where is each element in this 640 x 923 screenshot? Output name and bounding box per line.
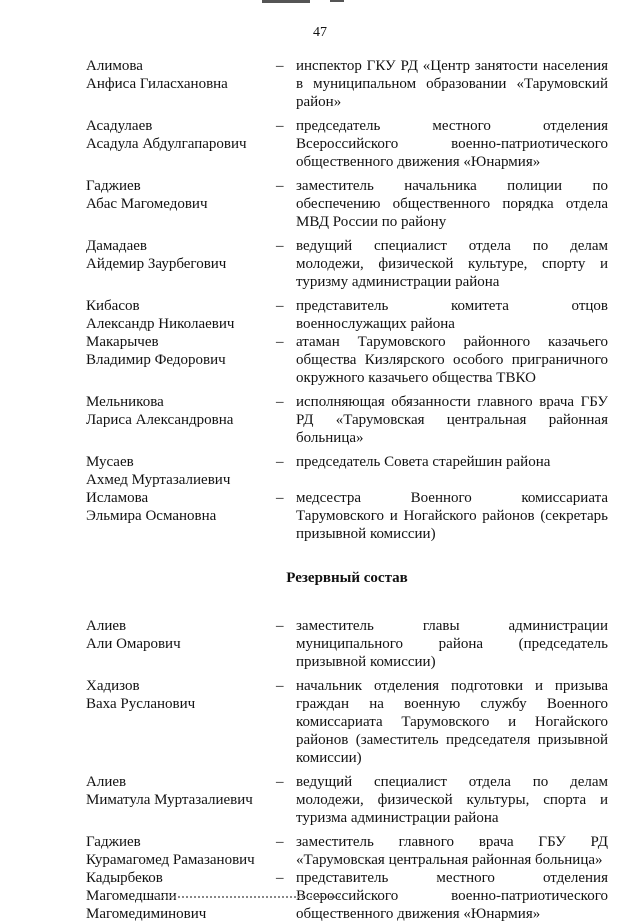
member-role [296,237,608,291]
member-role [296,869,608,923]
member-role-line: заместитель главы администрации [296,618,608,634]
member-role-line: призывной комиссии) [296,526,436,542]
dash-separator: – [276,870,284,886]
dash-separator: – [276,58,284,74]
member-role-line: ведущий специалист отдела по делам [296,238,608,254]
member-name [86,677,276,767]
member-name-line: Асадулаев [86,118,153,134]
scan-mark-bottom [150,896,340,900]
member-name-line: Ахмед Муртазалиевич [86,472,231,488]
member-name-line: Алиев [86,618,127,634]
member-role [296,773,608,827]
member-name-line: Кадырбеков [86,870,163,886]
member-role-line: молодежи, физической культуры, спорта и [296,792,608,808]
member-entry [86,489,608,543]
member-name-line: Кибасов [86,298,140,314]
member-entry [86,297,608,333]
dash-separator: – [276,834,284,850]
member-name [86,237,276,291]
member-role [296,117,608,171]
scan-mark-top [262,0,310,3]
member-name-line: Дамадаев [86,238,147,254]
member-role-line: председатель Совета старейшин района [296,454,551,470]
member-name-line: Курамагомед Рамазанович [86,852,255,868]
member-name-line: Магомедиминович [86,906,207,922]
dash-separator: – [276,490,284,506]
member-role [296,617,608,671]
member-entry [86,117,608,171]
member-entry [86,453,608,489]
member-role-line: больница» [296,430,364,446]
member-entry [86,237,608,291]
member-role-line: «Тарумовская центральная районная больница» [296,852,603,868]
member-name [86,393,276,447]
member-entry [86,177,608,231]
member-role [296,453,608,489]
member-role-line: Всероссийского военно-патриотического [296,888,608,904]
reserve-section-title: Резервный состав [286,570,408,586]
member-name-line: Лариса Александровна [86,412,234,428]
member-role-line: окружного казачьего общества ТВКО [296,370,536,386]
member-name-line: Магомедшапи [86,888,177,904]
member-name [86,57,276,111]
member-role-line: район» [296,94,342,110]
member-role-line: комиссии) [296,750,362,766]
member-entry [86,393,608,447]
member-role-line: обеспечению общественного порядка отдела [296,196,608,212]
member-role-line: председатель местного отделения [296,118,608,134]
member-role-line: районов (заместитель председателя призывной [296,732,608,748]
member-name [86,117,276,171]
member-name [86,333,276,387]
scan-mark-top [330,0,344,2]
member-name [86,177,276,231]
member-entry [86,773,608,827]
member-role-line: медсестра Военного комиссариата [296,490,608,506]
member-name-line: Ваха Русланович [86,696,196,712]
member-name [86,773,276,827]
member-role [296,677,608,767]
dash-separator: – [276,238,284,254]
member-name-line: Хадизов [86,678,140,694]
member-name-line: Владимир Федорович [86,352,226,368]
page-number: 47 [313,25,327,40]
dash-separator: – [276,454,284,470]
member-entry [86,677,608,767]
member-role-line: в муниципальном образовании «Тарумовский [296,76,608,92]
member-name-line: Гаджиев [86,834,141,850]
member-name-line: Макарычев [86,334,159,350]
member-role [296,489,608,543]
member-role-line: исполняющая обязанности главного врача ГБУ [296,394,608,410]
member-role-line: военнослужащих района [296,316,455,332]
member-name [86,617,276,671]
member-name-line: Мельникова [86,394,164,410]
member-role-line: Тарумовского и Ногайского районов (секретарь [296,508,608,524]
member-role-line: общественного движения «Юнармия» [296,906,541,922]
member-role-line: заместитель начальника полиции по [296,178,608,194]
member-name-line: Али Омарович [86,636,181,652]
dash-separator: – [276,118,284,134]
member-name-line: Мусаев [86,454,134,470]
member-role [296,297,608,333]
member-role-line: граждан на военную службу Военного [296,696,608,712]
reserve-members-list [86,617,608,923]
member-name [86,297,276,333]
dash-separator: – [276,298,284,314]
member-role-line: комиссариата Тарумовского и Ногайского [296,714,608,730]
member-name-line: Эльмира Османовна [86,508,217,524]
member-name-line: Исламова [86,490,149,506]
member-role-line: инспектор ГКУ РД «Центр занятости населения [296,58,608,74]
member-name-line: Абас Магомедович [86,196,208,212]
member-role-line: общества Кизлярского особого приграничного [296,352,608,368]
member-role-line: общественного движения «Юнармия» [296,154,541,170]
member-entry [86,833,608,869]
member-role-line: представитель комитета отцов [296,298,608,314]
member-role-line: РД «Тарумовская центральная районная [296,412,608,428]
dash-separator: – [276,334,284,350]
member-name-line: Алимова [86,58,143,74]
member-role-line: ведущий специалист отдела по делам [296,774,608,790]
member-name-line: Асадула Абдулгапарович [86,136,247,152]
member-name-line: Александр Николаевич [86,316,235,332]
member-name [86,489,276,543]
document-body [86,57,608,923]
dash-separator: – [276,774,284,790]
member-role-line: атаман Тарумовского районного казачьего [296,334,608,350]
member-role [296,333,608,387]
member-role-line: молодежи, физической культуре, спорту и [296,256,608,272]
main-members-list [86,57,608,543]
member-role-line: заместитель главного врача ГБУ РД [296,834,608,850]
member-role-line: Всероссийского военно-патриотического [296,136,608,152]
member-role [296,833,608,869]
member-role [296,57,608,111]
member-role-line: туризма администрации района [296,810,499,826]
member-role [296,177,608,231]
dash-separator: – [276,178,284,194]
member-name-line: Алиев [86,774,127,790]
member-entry [86,617,608,671]
member-name-line: Миматула Муртазалиевич [86,792,253,808]
member-role-line: призывной комиссии) [296,654,436,670]
member-name-line: Айдемир Заурбегович [86,256,227,272]
member-role-line: муниципального района (председатель [296,636,608,652]
member-name-line: Гаджиев [86,178,141,194]
member-name-line: Анфиса Гиласхановна [86,76,228,92]
member-role-line: МВД России по району [296,214,447,230]
dash-separator: – [276,394,284,410]
member-role [296,393,608,447]
member-role-line: начальник отделения подготовки и призыва [296,678,608,694]
member-role-line: туризму администрации района [296,274,500,290]
member-name [86,833,276,869]
member-entry [86,57,608,111]
dash-separator: – [276,618,284,634]
dash-separator: – [276,678,284,694]
member-name [86,453,276,489]
member-role-line: представитель местного отделения [296,870,608,886]
member-entry [86,333,608,387]
